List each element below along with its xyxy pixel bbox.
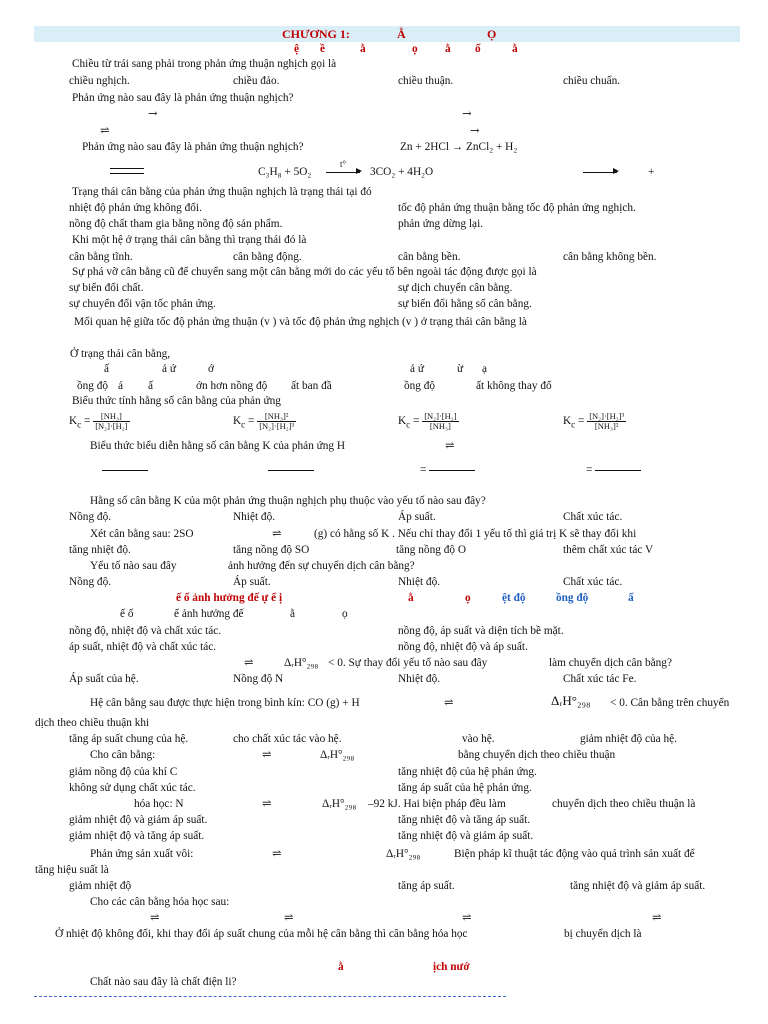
q12-option-d: thêm chất xúc tác V: [563, 544, 654, 556]
equilibrium-arrow-icon: ⇌: [444, 696, 454, 709]
q17-option-c: không sử dụng chất xúc tác.: [69, 782, 196, 794]
section-heading-part: ấ: [628, 592, 634, 604]
q20-stem-c: bị chuyển dịch là: [564, 928, 642, 940]
chapter-subtitle-frag: ằ: [512, 43, 518, 55]
q18-option-b: tăng nhiệt độ và tăng áp suất.: [398, 814, 531, 826]
section-heading-part: ằ: [408, 592, 414, 604]
q16-option-a: tăng áp suất chung của hệ.: [69, 733, 189, 745]
q8-frag: ấ: [104, 363, 110, 375]
q20-stem-b: Ở nhiệt độ không đổi, khi thay đổi áp suất chung của mỗi hệ cân bằng thì cân bằng hóa học: [55, 928, 468, 940]
q6-stem: Sự phá vỡ cân bằng cũ để chuyển sang một cân bằng mới do các yếu tố bên ngoài tác động được gọi là: [72, 266, 537, 278]
q5-stem: Khi một hệ ở trạng thái cân bằng thì trạng thái đó là: [72, 234, 307, 246]
q21-stem: Chất nào sau đây là chất điện li?: [90, 976, 237, 988]
q11-option-b: Nhiệt độ.: [233, 511, 276, 523]
reaction-arrow-icon: →: [462, 107, 472, 120]
q5-option-c: cân bằng bền.: [398, 251, 461, 263]
q16-option-d: giảm nhiệt độ của hệ.: [580, 733, 677, 745]
reaction-arrow-icon: [326, 165, 360, 179]
q11-option-c: Áp suất.: [398, 511, 436, 523]
q17-enthalpy: ΔᵣH°₂₉₈: [320, 749, 355, 761]
q9-stem: Biểu thức tính hằng số cân bằng của phản ứng: [72, 395, 281, 407]
q16-option-b: cho chất xúc tác vào hệ.: [233, 733, 342, 745]
q8-frag: ấ: [148, 380, 154, 392]
q19-option-c: tăng nhiệt độ và giảm áp suất.: [570, 880, 706, 892]
q15-option-d: Chất xúc tác Fe.: [563, 673, 637, 685]
q13-option-c: Nhiệt độ.: [398, 576, 441, 588]
q18-option-a: giảm nhiệt độ và giảm áp suất.: [69, 814, 208, 826]
q10-option-c: =: [420, 463, 475, 477]
q13-option-b: Áp suất.: [233, 576, 271, 588]
q6-option-d: sự biến đổi hằng số cân bằng.: [398, 298, 532, 310]
q15-option-c: Nhiệt độ.: [398, 673, 441, 685]
equilibrium-arrow-icon: ⇌: [652, 911, 662, 924]
q13-option-a: Nồng độ.: [69, 576, 112, 588]
q4-option-b: tốc độ phản ứng thuận bằng tốc độ phản ứng nghịch.: [398, 202, 636, 214]
chapter-header-band: [34, 26, 740, 42]
reaction-arrow-icon: [583, 165, 617, 179]
q19-stem: Phản ứng sản xuất vôi:: [90, 848, 194, 860]
q10-stem: Biểu thức biểu diễn hằng số cân bằng K của phản ứng H: [90, 440, 346, 452]
q12-stem-b: (g) có hằng số K . Nếu chỉ thay đổi 1 yếu tố thì giá trị K sẽ thay đổi khi: [314, 528, 637, 540]
equilibrium-arrow-icon: ⇌: [284, 911, 294, 924]
q1-option-d: chiều chuẩn.: [563, 75, 621, 87]
q3-option-b: Zn + 2HCl → ZnCl₂ + H₂: [400, 141, 518, 153]
q16-stem: Hệ cân bằng sau được thực hiện trong bình kín: CO (g) + H: [90, 697, 360, 709]
q12-stem-a: Xét cân bằng sau: 2SO: [90, 528, 194, 540]
q18-option-d: tăng nhiệt độ và giảm áp suất.: [398, 830, 534, 842]
q15-enthalpy: ΔᵣH°₂₉₈: [284, 657, 319, 669]
q16-stem-c: dịch theo chiều thuận khi: [35, 717, 150, 729]
q15-option-b: Nồng độ N: [233, 673, 284, 685]
q8-frag: á: [118, 380, 124, 392]
q8-frag: ả ứ: [410, 363, 424, 375]
q13-option-d: Chất xúc tác.: [563, 576, 623, 588]
q8-frag: ớn hơn nồng độ: [196, 380, 268, 392]
reaction-arrow-icon: →: [148, 107, 158, 120]
q5-option-d: cân bằng không bền.: [563, 251, 657, 263]
chapter-title: CHƯƠNG 1:: [282, 27, 350, 41]
q16-enthalpy: ΔᵣH°₂₉₈: [551, 693, 591, 708]
q12-option-a: tăng nhiệt độ.: [69, 544, 131, 556]
q8-stem: Ở trạng thái cân bằng,: [70, 348, 171, 360]
chapter-subtitle-frag: ằ: [360, 43, 366, 55]
q14-stem-frag: ằ: [290, 608, 296, 620]
equilibrium-arrow-icon: ⇌: [272, 527, 282, 540]
equilibrium-arrow-icon: ⇌: [244, 656, 254, 669]
q5-option-a: cân bằng tĩnh.: [69, 251, 133, 263]
equilibrium-arrow-icon: ⇌: [445, 439, 455, 452]
q18-stem-b: –92 kJ. Hai biện pháp đều làm: [368, 798, 506, 810]
q8-frag: ớ: [208, 363, 214, 375]
q3-option-c-left: C₃H₈ + 5O₂: [258, 166, 312, 178]
q8-frag: ồng độ: [77, 380, 109, 392]
equilibrium-arrow-icon: ⇌: [150, 911, 160, 924]
q11-option-d: Chất xúc tác.: [563, 511, 623, 523]
q4-option-a: nhiệt độ phản ứng không đổi.: [69, 202, 202, 214]
q6-option-c: sự chuyển đổi vận tốc phản ứng.: [69, 298, 216, 310]
q8-frag: ả ứ: [162, 363, 176, 375]
q9-option-c: $K_c$ = $\frac{\text{[N₂]·[H₂]}}{\text{[NH₃]}}$: [398, 411, 457, 431]
equilibrium-arrow-icon: [110, 164, 144, 178]
equilibrium-arrow-icon: ⇌: [100, 124, 110, 137]
section-heading-part: ệt độ: [502, 592, 526, 604]
q6-option-a: sự biến đổi chất.: [69, 282, 144, 294]
q10-option-b: [268, 463, 314, 477]
q15-option-a: Áp suất của hệ.: [69, 673, 139, 685]
q4-stem: Trạng thái cân bằng của phản ứng thuận nghịch là trạng thái tại đó: [72, 186, 372, 198]
q9-option-a: $K_c$ = $\frac{\text{[NH₃]}}{\text{[N₂]·[H₂]}}$: [69, 411, 128, 431]
q11-option-a: Nồng độ.: [69, 511, 112, 523]
equilibrium-arrow-icon: ⇌: [262, 797, 272, 810]
q9-option-d: $K_c$ = $\frac{\text{[N₂]·[H₂]³}}{\text{[NH₃]²}}$: [563, 411, 625, 431]
q1-option-a: chiều nghịch.: [69, 75, 130, 87]
q20-stem: Cho các cân bằng hóa học sau:: [90, 896, 230, 908]
q14-option-b: nồng độ, áp suất và diện tích bề mặt.: [398, 625, 564, 637]
q17-stem: Cho cân bằng:: [90, 749, 156, 761]
q1-option-c: chiều thuận.: [398, 75, 454, 87]
q3-option-c-condition: t°: [340, 159, 347, 169]
q18-stem-c: chuyển dịch theo chiều thuận là: [552, 798, 696, 810]
chapter-subtitle-frag: ố: [475, 43, 481, 55]
q1-stem: Chiều từ trái sang phải trong phản ứng thuận nghịch gọi là: [72, 58, 337, 70]
chapter-subtitle-frag: ọ: [412, 43, 418, 55]
q5-option-b: cân bằng động.: [233, 251, 302, 263]
q14-stem-frag: ế ố: [120, 608, 134, 620]
q1-option-b: chiều đảo.: [233, 75, 280, 87]
q6-option-b: sự dịch chuyển cân bằng.: [398, 282, 513, 294]
q19-option-b: tăng áp suất.: [398, 880, 455, 892]
q12-option-c: tăng nồng độ O: [396, 544, 466, 556]
q8-frag: ất ban đầ: [291, 380, 332, 392]
q12-option-b: tăng nồng độ SO: [233, 544, 310, 556]
equilibrium-arrow-icon: ⇌: [272, 847, 282, 860]
dashed-divider: [34, 996, 506, 997]
chapter-subtitle-frag: ề: [320, 43, 326, 55]
section-heading-part: ằ: [338, 961, 344, 973]
q15-stem-b: làm chuyển dịch cân bằng?: [549, 657, 672, 669]
q9-option-b: $K_c$ = $\frac{\text{[NH₃]²}}{\text{[N₂]·[H₂]³}}$: [233, 411, 295, 431]
q14-option-a: nồng độ, nhiệt độ và chất xúc tác.: [69, 625, 222, 637]
q19-enthalpy: ΔᵣH°₂₉₈: [386, 848, 421, 860]
chapter-subtitle-frag: ằ: [445, 43, 451, 55]
q16-stem-b: < 0. Cân bằng trên chuyển: [610, 697, 730, 709]
q14-option-c: áp suất, nhiệt độ và chất xúc tác.: [69, 641, 217, 653]
q18-enthalpy: ΔᵣH°₂₉₈: [322, 798, 357, 810]
q17-option-a: giảm nồng độ của khí C: [69, 766, 178, 778]
q14-option-d: nồng độ, nhiệt độ và áp suất.: [398, 641, 528, 653]
q2-stem: Phản ứng nào sau đây là phản ứng thuận nghịch?: [72, 92, 294, 104]
q17-stem-b: bằng chuyển dịch theo chiều thuận: [458, 749, 616, 761]
q14-stem-frag: ọ: [342, 608, 348, 620]
q18-stem: hóa học: N: [134, 798, 184, 810]
q10-option-a: [102, 463, 148, 477]
q17-option-d: tăng áp suất của hệ phản ứng.: [398, 782, 532, 794]
reaction-arrow-icon: →: [470, 124, 480, 137]
q3-stem: Phản ứng nào sau đây là phản ứng thuận nghịch?: [82, 141, 304, 153]
q10-option-d: =: [586, 463, 641, 477]
section-heading-part: ọ: [465, 592, 471, 604]
q4-option-d: phản ứng dừng lại.: [398, 218, 484, 230]
section-heading-part: ế ố ảnh hưởng đế ự ể ị: [176, 592, 283, 604]
q16-option-c: vào hệ.: [462, 733, 495, 745]
q13-stem-b: ảnh hưởng đến sự chuyển dịch cân bằng?: [228, 560, 415, 572]
q19-stem-b: Biện pháp kĩ thuật tác động vào quá trình sản xuất để: [454, 848, 695, 860]
q19-option-a: giảm nhiệt độ: [69, 880, 132, 892]
q19-stem-c: tăng hiệu suất là: [35, 864, 109, 876]
q15-stem: < 0. Sự thay đổi yếu tố nào sau đây: [328, 657, 488, 669]
q7-stem: Mối quan hệ giữa tốc độ phản ứng thuận (v ) và tốc độ phản ứng nghịch (v ) ở trạng thái cân bằng là: [74, 316, 527, 328]
section-heading-part: ồng độ: [556, 592, 589, 604]
q8-frag: ạ: [482, 363, 488, 375]
q18-option-c: giảm nhiệt độ và tăng áp suất.: [69, 830, 205, 842]
q14-stem-frag: ể ảnh hưởng đế: [174, 608, 244, 620]
q8-frag: ừ: [457, 363, 464, 375]
q3-option-c-right: 3CO₂ + 4H₂O: [370, 166, 434, 178]
equilibrium-arrow-icon: ⇌: [462, 911, 472, 924]
q3-option-d: +: [648, 166, 655, 178]
q11-stem: Hằng số cân bằng K của một phản ứng thuận nghịch phụ thuộc vào yếu tố nào sau đây?: [90, 495, 486, 507]
section-heading-part: ịch nướ: [433, 961, 470, 973]
q13-stem-a: Yếu tố nào sau đây: [90, 560, 177, 572]
q8-frag: ồng độ: [404, 380, 436, 392]
q8-frag: ất không thay đổ: [476, 380, 552, 392]
q17-option-b: tăng nhiệt độ của hệ phản ứng.: [398, 766, 537, 778]
q4-option-c: nồng độ chất tham gia bằng nồng độ sản phẩm.: [69, 218, 283, 230]
chapter-title-frag: Ằ: [397, 27, 406, 41]
chapter-subtitle-frag: ệ: [294, 43, 300, 55]
equilibrium-arrow-icon: ⇌: [262, 748, 272, 761]
chapter-title-frag: Ọ: [487, 27, 497, 41]
